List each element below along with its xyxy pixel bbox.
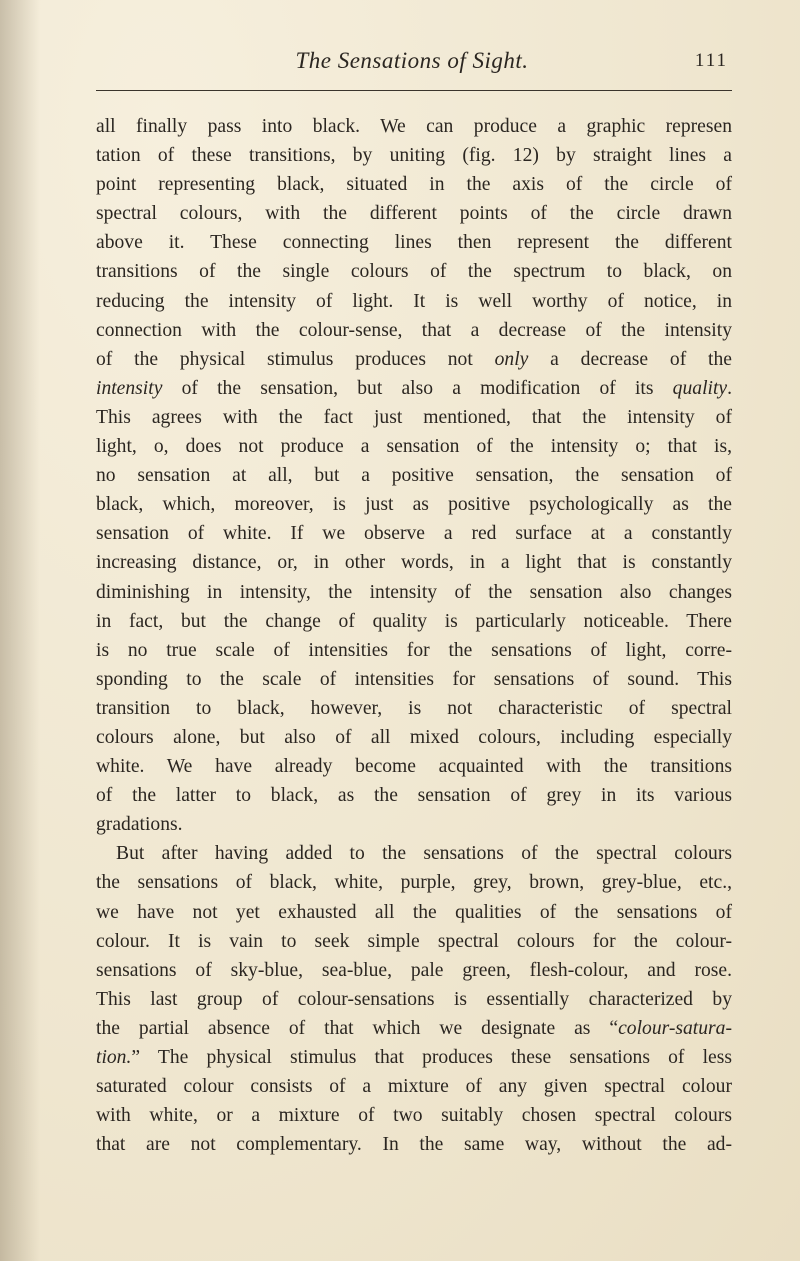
text-run: the partial absence of that which we designate as “	[96, 1017, 619, 1039]
text-line: we have not yet exhausted all the qualities of the sensations of	[96, 901, 732, 923]
text-line: with white, or a mixture of two suitably chosen spectral colours	[96, 1105, 732, 1127]
header-rule	[96, 90, 732, 91]
italic-run: only	[494, 348, 529, 370]
text-line: is no true scale of intensities for the sensations of light, corre-	[96, 639, 732, 661]
text-run: ” The physical stimulus that produces these sensations of less	[131, 1047, 732, 1068]
text-line: white. We have already become acquainted with the transitions	[96, 756, 732, 778]
text-line: light, o, does not produce a sensation of the intensity o; that is,	[96, 436, 732, 458]
text-run: of the physical stimulus produces not	[96, 348, 495, 370]
text-line: above it. These connecting lines then represent the different	[96, 232, 732, 254]
italic-run: colour-satura-	[618, 1017, 732, 1039]
body-text	[96, 112, 732, 1159]
text-line: connection with the colour-sense, that a decrease of the intensity	[96, 319, 732, 341]
text-line: all finally pass into black. We can produce a graphic represen	[96, 116, 732, 137]
text-line	[96, 1014, 732, 1043]
italic-run: intensity	[96, 377, 163, 399]
text-line: no sensation at all, but a positive sensation, the sensation of	[96, 465, 732, 487]
page-edge-shadow	[0, 0, 40, 1261]
text-line: But after having added to the sensations of the spectral colours	[116, 843, 732, 865]
text-run: .	[727, 377, 732, 399]
text-line	[96, 374, 732, 403]
text-line: saturated colour consists of a mixture of any given spectral colour	[96, 1076, 732, 1098]
text-line: transition to black, however, is not characteristic of spectral	[96, 697, 732, 719]
text-line: reducing the intensity of light. It is well worthy of notice, in	[96, 290, 732, 312]
page-number: 111	[694, 50, 728, 71]
text-line: in fact, but the change of quality is particularly noticeable. There	[96, 610, 732, 632]
text-line: This last group of colour-sensations is essentially characterized by	[96, 988, 732, 1010]
italic-run: quality	[672, 377, 728, 399]
text-line: gradations.	[96, 814, 183, 836]
text-line: increasing distance, or, in other words, in a light that is constantly	[96, 552, 732, 574]
text-line: of the latter to black, as the sensation of grey in its various	[96, 785, 732, 807]
text-line: sensations of sky-blue, sea-blue, pale green, flesh-colour, and rose.	[96, 959, 732, 981]
text-line: colours alone, but also of all mixed colours, including especially	[96, 726, 732, 748]
italic-run: tion.	[96, 1047, 132, 1068]
text-line: sponding to the scale of intensities for sensations of sound. This	[96, 668, 732, 690]
text-run: of the sensation, but also a modification of its	[162, 377, 673, 399]
text-line: sensation of white. If we observe a red surface at a constantly	[96, 523, 732, 545]
page-header	[96, 46, 728, 82]
text-line: diminishing in intensity, the intensity of the sensation also changes	[96, 581, 732, 603]
text-line: tation of these transitions, by uniting (fig. 12) by straight lines a	[96, 145, 732, 167]
text-line: that are not complementary. In the same way, without the ad-	[96, 1134, 732, 1156]
text-line	[96, 345, 732, 374]
text-line: spectral colours, with the different points of the circle drawn	[96, 203, 732, 225]
text-line: transitions of the single colours of the spectrum to black, on	[96, 261, 732, 283]
running-title: The Sensations of Sight.	[295, 48, 529, 73]
text-line: point representing black, situated in the axis of the circle of	[96, 174, 732, 196]
text-line: This agrees with the fact just mentioned, that the intensity of	[96, 406, 732, 428]
text-line: black, which, moreover, is just as positive psychologically as the	[96, 494, 732, 516]
text-line: colour. It is vain to seek simple spectral colours for the colour-	[96, 930, 732, 952]
text-line	[96, 1043, 732, 1072]
text-line: the sensations of black, white, purple, grey, brown, grey-blue, etc.,	[96, 872, 732, 894]
text-run: a decrease of the	[528, 348, 732, 370]
